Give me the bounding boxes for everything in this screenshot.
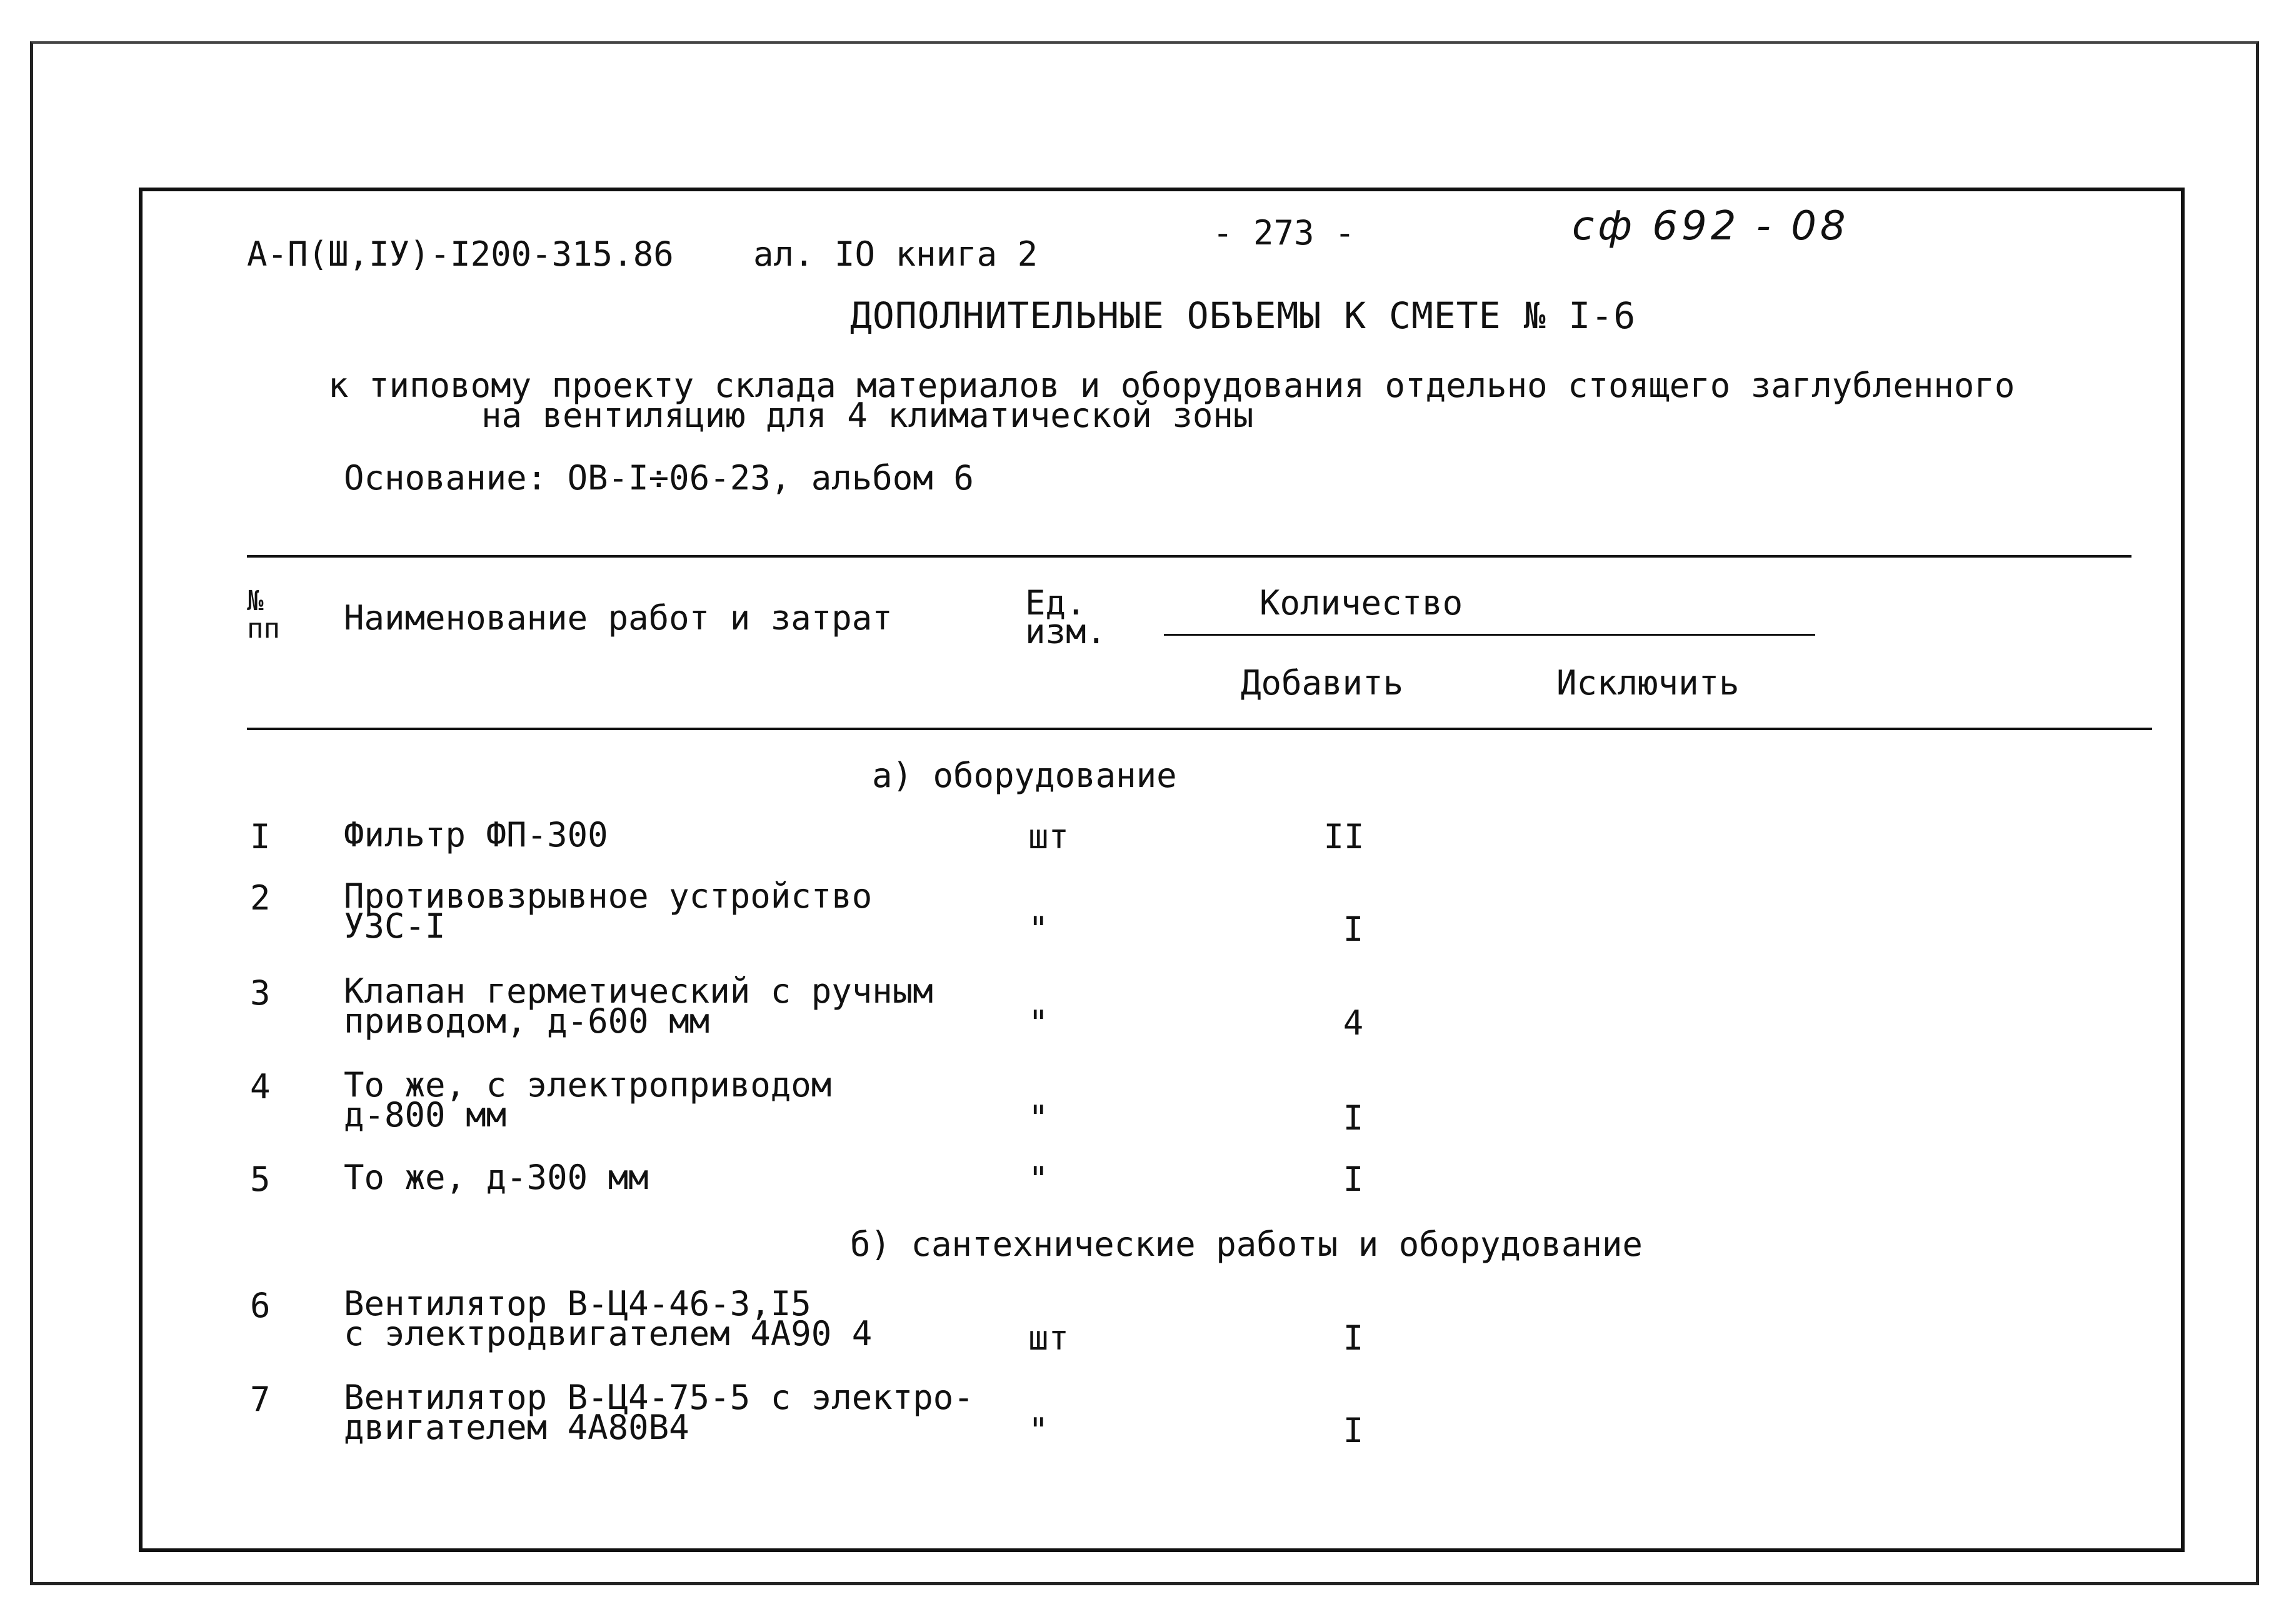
- row-unit: шт: [1028, 1318, 1069, 1358]
- section-title-equipment: а) оборудование: [872, 756, 1177, 795]
- header-exclude: Исключить: [1556, 663, 1740, 703]
- row-num: 2: [250, 878, 271, 918]
- table-header-rule: [247, 728, 2152, 730]
- row-unit: шт: [1028, 817, 1069, 856]
- section-title-plumbing: б) сантехнические работы и оборудование: [850, 1225, 1643, 1264]
- row-add: I: [1343, 1098, 1364, 1138]
- subtitle-line-1: к типовому проекту склада материалов и оборудования отдельно стоящего заглубленного: [328, 366, 2015, 405]
- row-num: 6: [250, 1286, 271, 1325]
- row-unit: ": [1028, 910, 1049, 949]
- row-add: I: [1343, 1318, 1364, 1358]
- subtitle-line-2: на вентиляцию для 4 климатической зоны: [481, 396, 1254, 435]
- header-quantity: Количество: [1260, 583, 1463, 623]
- handwritten-code: сф 692 - 08: [1572, 203, 1850, 249]
- row-name: Фильтр ФП-300: [344, 815, 608, 855]
- row-name: То же, д-300 мм: [344, 1158, 649, 1197]
- row-add: II: [1323, 817, 1365, 856]
- row-name: Противовзрывное устройство УЗС-I: [344, 876, 873, 946]
- row-num: 7: [250, 1380, 271, 1419]
- row-unit: ": [1028, 1098, 1049, 1138]
- row-name: Вентилятор В-Ц4-75-5 с электро- двигателем 4А80В4: [344, 1378, 974, 1447]
- page-title: ДОПОЛНИТЕЛЬНЫЕ ОБЪЕМЫ К СМЕТЕ № I-6: [850, 294, 1636, 337]
- row-unit: ": [1028, 1160, 1049, 1199]
- header-add: Добавить: [1241, 663, 1404, 703]
- row-add: 4: [1343, 1003, 1364, 1043]
- album-ref: ал. IO книга 2: [753, 234, 1038, 274]
- row-add: I: [1343, 1411, 1364, 1450]
- header-unit: Ед. изм.: [1025, 583, 1107, 651]
- row-add: I: [1343, 1160, 1364, 1199]
- row-unit: ": [1028, 1003, 1049, 1043]
- row-unit: ": [1028, 1411, 1049, 1450]
- header-name: Наименование работ и затрат: [344, 598, 893, 638]
- row-add: I: [1343, 910, 1364, 949]
- row-name: Клапан герметический с ручным приводом, д-600 мм: [344, 971, 933, 1041]
- row-name: То же, с электроприводом д-800 мм: [344, 1065, 832, 1135]
- row-num: 5: [250, 1160, 271, 1199]
- table-top-rule: [247, 555, 2131, 558]
- row-num: 3: [250, 973, 271, 1013]
- header-num: № пп: [247, 585, 280, 644]
- basis-line: Основание: ОВ-I÷06-23, альбом 6: [344, 458, 974, 498]
- row-num: I: [250, 817, 271, 856]
- row-num: 4: [250, 1067, 271, 1106]
- page-number: - 273 -: [1213, 213, 1355, 253]
- quantity-rule: [1164, 634, 1815, 636]
- row-name: Вентилятор В-Ц4-46-3,I5 с электродвигателем 4А90 4: [344, 1284, 873, 1353]
- document-code: А-П(Ш,IУ)-I200-315.86: [247, 234, 674, 274]
